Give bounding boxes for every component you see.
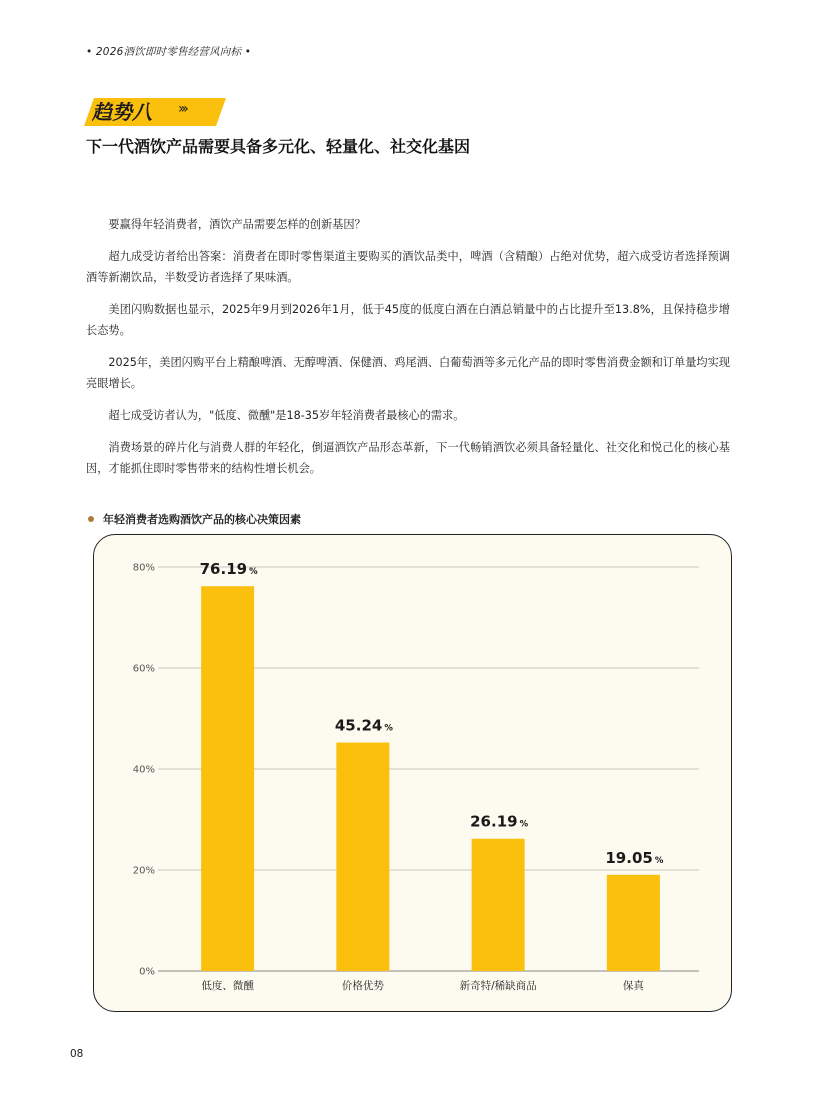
- bar: [201, 586, 254, 971]
- paragraph: 超九成受访者给出答案：消费者在即时零售渠道主要购买的酒饮品类中，啤酒（含精酿）占绝对优势，超六成受访者选择预调酒等新潮饮品，半数受访者选择了果味酒。: [86, 250, 730, 284]
- trend-label: 趋势八: [92, 100, 152, 124]
- body-text: [86, 214, 730, 490]
- chart-caption: [88, 511, 301, 527]
- running-header: • 2026酒饮即时零售经营风向标 •: [86, 46, 252, 58]
- x-tick-label: 低度、微醺: [201, 980, 254, 992]
- x-tick-label: 新奇特/稀缺商品: [459, 980, 537, 992]
- trend-badge: [84, 98, 226, 126]
- section-title: 下一代酒饮产品需要具备多元化、轻量化、社交化基因: [86, 137, 471, 156]
- paragraph: 消费场景的碎片化与消费人群的年轻化，倒逼酒饮产品形态革新，下一代畅销酒饮必须具备轻量化、社交化和悦己化的核心基因，才能抓住即时零售带来的结构性增长机会。: [86, 441, 730, 475]
- x-tick-label: 保真: [622, 980, 644, 992]
- bar: [607, 875, 660, 971]
- bar: [336, 743, 389, 971]
- y-tick-label: 40%: [132, 764, 155, 776]
- data-label: 76.19 %: [199, 560, 258, 579]
- chart-panel: [93, 534, 732, 1012]
- bullet-dot-icon: [88, 516, 94, 522]
- y-tick-label: 80%: [132, 562, 155, 574]
- paragraph: 要赢得年轻消费者，酒饮产品需要怎样的创新基因？: [108, 218, 366, 231]
- paragraph: 2025年，美团闪购平台上精酿啤酒、无醇啤酒、保健酒、鸡尾酒、白葡萄酒等多元化产品的即时零售消费金额和订单量均实现亮眼增长。: [86, 356, 730, 390]
- page-number: 08: [70, 1048, 84, 1060]
- y-tick-label: 20%: [132, 865, 155, 877]
- paragraph: 超七成受访者认为，"低度、微醺"是18-35岁年轻消费者最核心的需求。: [108, 409, 465, 422]
- bar-chart: [94, 535, 733, 1013]
- data-label: 26.19 %: [470, 812, 529, 831]
- x-tick-label: 价格优势: [341, 980, 384, 992]
- chart-caption-text: 年轻消费者选购酒饮产品的核心决策因素: [103, 513, 301, 526]
- data-label: 45.24 %: [334, 716, 393, 735]
- data-label: 19.05 %: [605, 848, 664, 867]
- y-tick-label: 0%: [139, 966, 155, 978]
- y-tick-label: 60%: [132, 663, 155, 675]
- chevrons-icon: ›››: [178, 101, 186, 117]
- paragraph: 美团闪购数据也显示，2025年9月到2026年1月，低于45度的低度白酒在白酒总销量中的占比提升至13.8%，且保持稳步增长态势。: [86, 303, 730, 337]
- bar: [472, 839, 525, 971]
